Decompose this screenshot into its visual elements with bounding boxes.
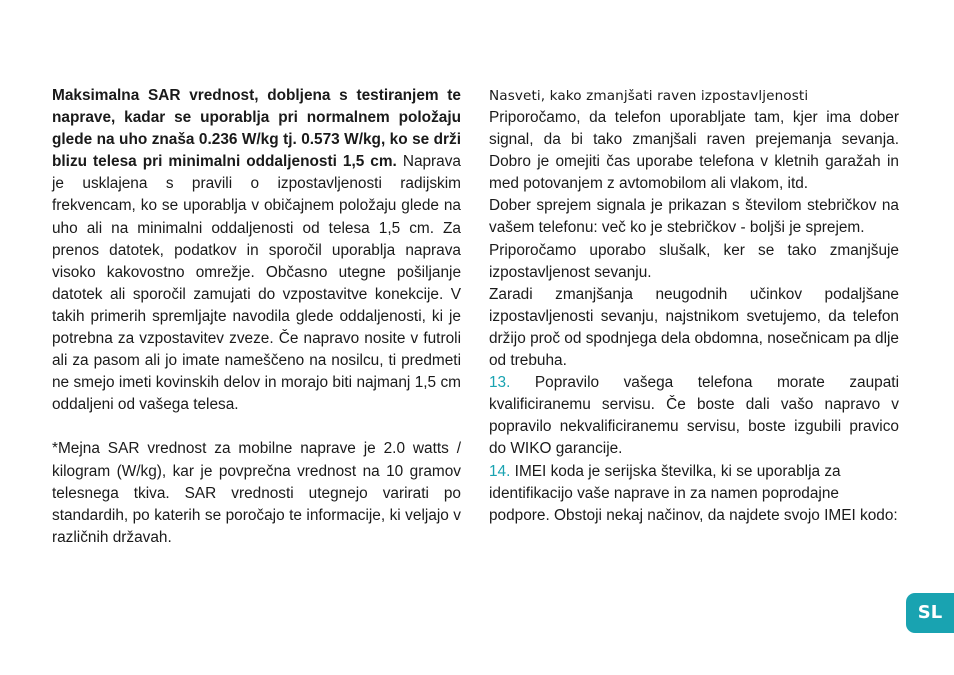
tip-paragraph-4: Zaradi zmanjšanja neugodnih učinkov podaljšane izpostavljenosti sevanju, najstnikom svetujemo, da telefon držijo proč od spodnjega dela obdomna, nosečnicam pa dlje od trebuha. (489, 285, 899, 370)
list-item-13 (489, 372, 899, 460)
right-column (489, 85, 899, 527)
tip-paragraph-1: Priporočamo, da telefon uporabljate tam, kjer ima dober signal, da bi tako zmanjšali raven prejemanja sevanja. Dobro je omejiti čas uporabe telefona v kletnih garažah in med potovanjem z avtomobilom ali vlakom, itd. (489, 109, 899, 193)
section-heading: Nasveti, kako zmanjšati raven izpostavljenosti (489, 88, 809, 104)
list-item-14 (489, 461, 899, 527)
sar-bold-text: Maksimalna SAR vrednost, dobljena s testiranjem te naprave, kadar se uporablja pri normalnem položaju glede na uho znaša 0.236 W/kg tj. 0.573 W/kg, ko se drži blizu telesa pri minimalni oddaljenosti 1,5 cm. (52, 87, 461, 171)
list-text-13: Popravilo vašega telefona morate zaupati kvalificiranemu servisu. Če boste dali vašo napravo v popravilo nekvalificiranemu servisu, boste izgubili pravico do WIKO garancije. (489, 374, 899, 458)
tip-paragraph-2: Dober sprejem signala je prikazan s številom stebričkov na vašem telefonu: več ko je stebričkov - boljši je sprejem. (489, 197, 899, 237)
list-text-14: IMEI koda je serijska številka, ki se uporablja za identifikacijo vaše naprave in za namen poprodajne podpore. Obstoji nekaj načinov, da najdete svojo IMEI kodo: (489, 462, 898, 524)
left-column (52, 85, 461, 549)
tip-paragraph-3: Priporočamo uporabo slušalk, ker se tako zmanjšuje izpostavljenost sevanju. (489, 241, 899, 281)
sar-body-text: Naprava je usklajena s pravili o izpostavljenosti radijskim frekvencam, ko se uporablja v običajnem položaju glede na uho ali na minimalni oddaljenosti od telesa 1,5 cm. Za prenos datotek, podatkov in sporočil uporablja naprava visoko kakovostno omrežje. Občasno utegne pošiljanje datotek ali sporočil zamujati do vzpostavitve konekcije. V takih primerih spremljajte navodila glede oddaljenosti, ki je potrebna za vzpostavitev zveze. Če napravo nosite v futroli ali za pasom ali jo imate nameščeno na nosilcu, ti predmeti ne smejo imeti kovinskih delov in morajo biti najmanj 1,5 cm oddaljeni od vašega telesa. (52, 153, 461, 414)
language-tab-label: SL (917, 602, 943, 623)
list-number-13: 13. (489, 374, 511, 392)
list-number-14: 14. (489, 462, 511, 480)
paragraph-gap (52, 416, 461, 438)
sar-footnote: *Mejna SAR vrednost za mobilne naprave je 2.0 watts / kilogram (W/kg), kar je povprečna vrednost na 10 gramov telesnega tkiva. SAR vrednosti utegnejo varirati po standardih, po katerih se poročajo te informacije, ki veljajo v različnih državah. (52, 440, 461, 546)
sar-paragraph (52, 85, 461, 416)
